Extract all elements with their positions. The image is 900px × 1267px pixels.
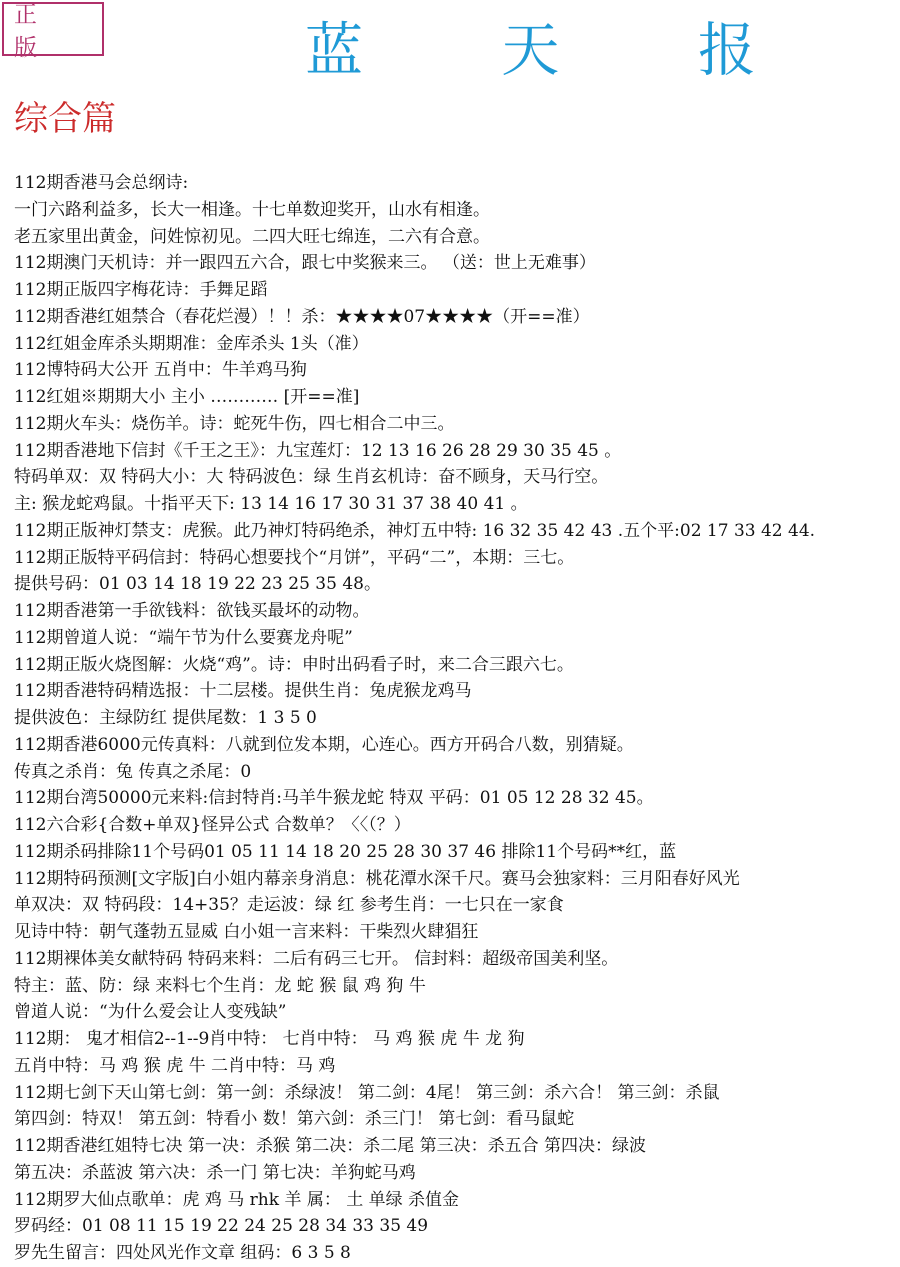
text-line: 特主：蓝、防：绿 来料七个生肖：龙 蛇 猴 鼠 鸡 狗 牛 (14, 975, 426, 996)
edition-badge: 正 版 (2, 2, 104, 56)
text-line: 112期正版火烧图解：火烧“鸡”。诗：申时出码看子时，来二合三跟六七。 (14, 654, 574, 675)
text-line: 112期七剑下天山第七剑：第一剑：杀绿波！ 第二剑：4尾！ 第三剑：杀六合！ 第三剑：杀鼠 (14, 1082, 720, 1103)
text-line: 112期香港地下信封《千王之王》：九宝莲灯：12 13 16 26 28 29 30 35 45 。 (14, 440, 622, 461)
text-line: 112红姐※期期大小 主小 ………… [开==准] (14, 387, 360, 407)
text-line: 老五家里出黄金，问姓惊初见。二四大旺七绵连，二六有合意。 (14, 226, 490, 247)
text-line: 提供波色：主绿防红 提供尾数：1 3 5 0 (14, 708, 317, 728)
text-line: 曾道人说：“为什么爱会让人变残缺” (14, 1002, 287, 1023)
text-line: 112期香港红姐特七决 第一决：杀猴 第二决：杀二尾 第三决：杀五合 第四决：绿波 (14, 1136, 647, 1156)
text-line: 五肖中特：马 鸡 猴 虎 牛 二肖中特：马 鸡 (14, 1055, 336, 1076)
text-line: 罗先生留言：四处风光作文章 组码：6 3 5 8 (14, 1243, 351, 1263)
text-line: 112期裸体美女献特码 特码来料：二后有码三七开。 信封料：超级帝国美利坚。 (14, 948, 619, 969)
text-line: 传真之杀肖：兔 传真之杀尾：0 (14, 761, 252, 782)
text-line: 第五决：杀蓝波 第六决：杀一门 第七决：羊狗蛇马鸡 (14, 1162, 416, 1183)
text-line: 112期火车头：烧伤羊。诗：蛇死牛伤，四七相合二中三。 (14, 413, 455, 434)
text-line: 112期杀码排除11个号码01 05 11 14 18 20 25 28 30 37 46 排除11个号码**红，蓝 (14, 841, 677, 862)
content-lines (14, 170, 898, 1267)
text-line: 一门六路利益多，长大一相逢。十七单数迎奖开，山水有相逢。 (14, 199, 490, 220)
text-line: 112期正版四字梅花诗：手舞足蹈 (14, 280, 268, 300)
text-line: 主: 猴龙蛇鸡鼠。十指平天下: 13 14 16 17 30 31 37 38 40 41 。 (14, 494, 528, 514)
text-line: 112博特码大公开 五肖中：牛羊鸡马狗 (14, 360, 307, 381)
text-line: 特码单双：双 特码大小：大 特码波色：绿 生肖玄机诗：奋不顾身，天马行空。 (14, 467, 609, 488)
newspaper-title: 蓝 天 报 (305, 16, 816, 84)
text-line: 第四剑：特双！ 第五剑：特看小 数！第六剑：杀三门！ 第七剑：看马鼠蛇 (14, 1109, 575, 1130)
text-line: 单双决：双 特码段：14+35？走运波：绿 红 参考生肖：一七只在一家食 (14, 895, 564, 916)
text-line: 112红姐金库杀头期期准：金库杀头 1头（准） (14, 333, 369, 354)
text-line: 112期台湾50000元来料:信封特肖:马羊牛猴龙蛇 特双 平码：01 05 12 28 32 45。 (14, 788, 654, 809)
text-line: 112期正版神灯禁支：虎猴。此乃神灯特码绝杀，神灯五中特: 16 32 35 42 43 .五个平:02 17 33 42 44. (14, 520, 816, 541)
text-line: 112期香港6000元传真料：八就到位发本期，心连心。西方开码合八数，别猜疑。 (14, 734, 634, 755)
text-line: 见诗中特：朝气蓬勃五显威 白小姐一言来料：干柴烈火肆猖狂 (14, 922, 479, 942)
text-line: 112期特码预测[文字版]白小姐内幕亲身消息：桃花潭水深千尺。赛马会独家料：三月阳春好风光 (14, 868, 740, 889)
text-line: 112期香港特码精选报：十二层楼。提供生肖：兔虎猴龙鸡马 (14, 681, 472, 702)
text-line: 112期澳门天机诗：并一跟四五六合，跟七中奖猴来三。 （送：世上无难事） (14, 253, 596, 274)
text-line: 提供号码：01 03 14 18 19 22 23 25 35 48。 (14, 574, 381, 595)
text-line: 罗码经：01 08 11 15 19 22 24 25 28 34 33 35 49 (14, 1216, 429, 1237)
section-title: 综合篇 (14, 99, 116, 139)
text-line: 112期曾道人说：“端午节为什么要赛龙舟呢” (14, 627, 353, 648)
text-line: 112期香港红姐禁合（春花烂漫）！！杀：★★★★07★★★★（开==准） (14, 306, 590, 327)
text-line: 112六合彩{合数+单双}怪异公式 合数单？〈〈（？） (14, 815, 411, 835)
text-line: 112期香港第一手欲钱料：欲钱买最坏的动物。 (14, 601, 370, 621)
text-line: 112期罗大仙点歌单：虎 鸡 马 rhk 羊 属： 土 单绿 杀值金 (14, 1189, 460, 1210)
text-line: 112期正版特平码信封：特码心想要找个“月饼”，平码“二”，本期：三七。 (14, 547, 575, 568)
text-line: 112期： 鬼才相信2--1--9肖中特： 七肖中特： 马 鸡 猴 虎 牛 龙 狗 (14, 1029, 525, 1049)
text-line: 112期香港马会总纲诗: (14, 173, 189, 193)
